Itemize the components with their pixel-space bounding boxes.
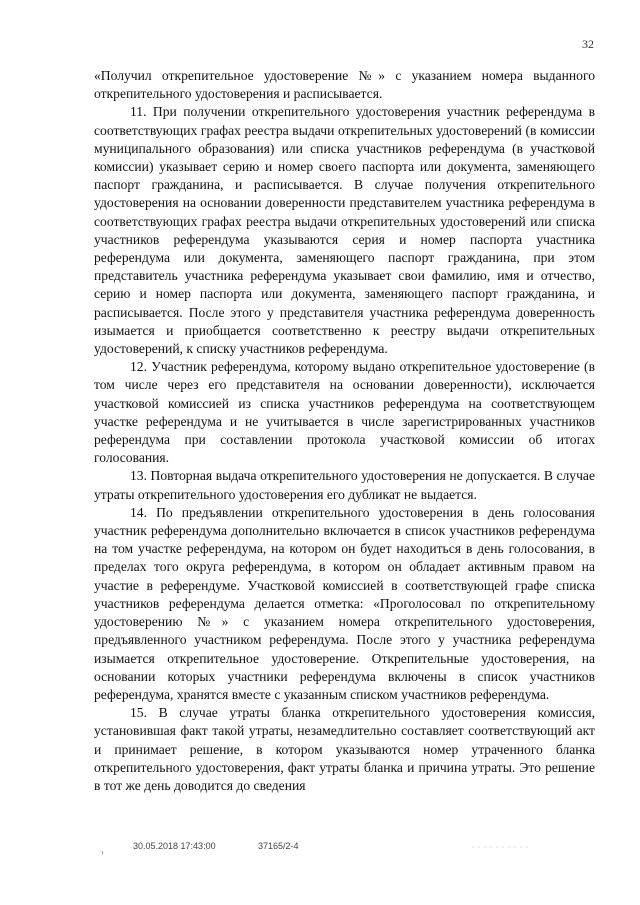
footer-document-code: 37165/2-4 xyxy=(258,841,299,851)
paragraph-11: 11. При получении открепительного удостоверения участник референдума в соответствующих графах реестра выдачи открепительных удостоверений (в комиссии муниципального образования) или списка участников референдума (в участковой комиссии) указывает серию и номер своего паспорта или документа, заменяющего паспорт гражданина, и расписывается. В случае получения открепительного удостоверения на основании доверенности представителем участника референдума в соответствующих графах реестра выдачи открепительных удостоверений или списка участников референдума указываются серия и номер паспорта участника референдума или документа, заменяющего паспорт гражданина, при этом представитель участника референдума указывает свои фамилию, имя и отчество, серию и номер паспорта или документа, заменяющего паспорт гражданина, и расписывается. После этого у представителя участника референдума доверенность изымается и приобщается соответственно к реестру выдачи открепительных удостоверений, к списку участников референдума. xyxy=(94,104,595,357)
document-body xyxy=(94,67,595,795)
paragraph-continuation: «Получил открепительное удостоверение №» с указанием номера выданного открепительного удостоверения и расписывается. xyxy=(94,68,595,102)
footer-timestamp: 30.05.2018 17:43:00 xyxy=(133,841,216,851)
footer-dotted-mark xyxy=(470,846,532,848)
paragraph-13: 13. Повторная выдача открепительного удостоверения не допускается. В случае утраты открепительного удостоверения его дубликат не выдается. xyxy=(94,468,595,502)
page-number: 32 xyxy=(582,37,594,51)
scan-mark xyxy=(102,851,103,854)
paragraph-14: 14. По предъявлении открепительного удостоверения в день голосования участник референдума дополнительно включается в список участников референдума на том участке референдума, на котором он будет находиться в день голосования, в пределах того округа референдума, в котором он обладает активным правом на участие в референдуме. Участковой комиссией в соответствующей графе списка участников референдума делается отметка: «Проголосовал по открепительному удостоверению №» с указанием номера открепительного удостоверения, предъявленного участником референдума. После этого у участника референдума изымается открепительное удостоверение. Открепительные удостоверения, на основании которых участники референдума включены в список участников референдума, хранятся вместе с указанным списком участников референдума. xyxy=(94,504,595,702)
paragraph-12: 12. Участник референдума, которому выдано открепительное удостоверение (в том числе через его представителя на основании доверенности), исключается участковой комиссией из списка участников референдума на соответствующем участке референдума и не учитывается в числе зарегистрированных участников референдума при составлении протокола участковой комиссии об итогах голосования. xyxy=(94,359,595,466)
paragraph-15: 15. В случае утраты бланка открепительного удостоверения комиссия, установившая факт такой утраты, незамедлительно составляет соответствующий акт и принимает решение, в котором указываются номер утраченного бланка открепительного удостоверения, факт утраты бланка и причина утраты. Это решение в тот же день доводится до сведения xyxy=(94,705,595,793)
